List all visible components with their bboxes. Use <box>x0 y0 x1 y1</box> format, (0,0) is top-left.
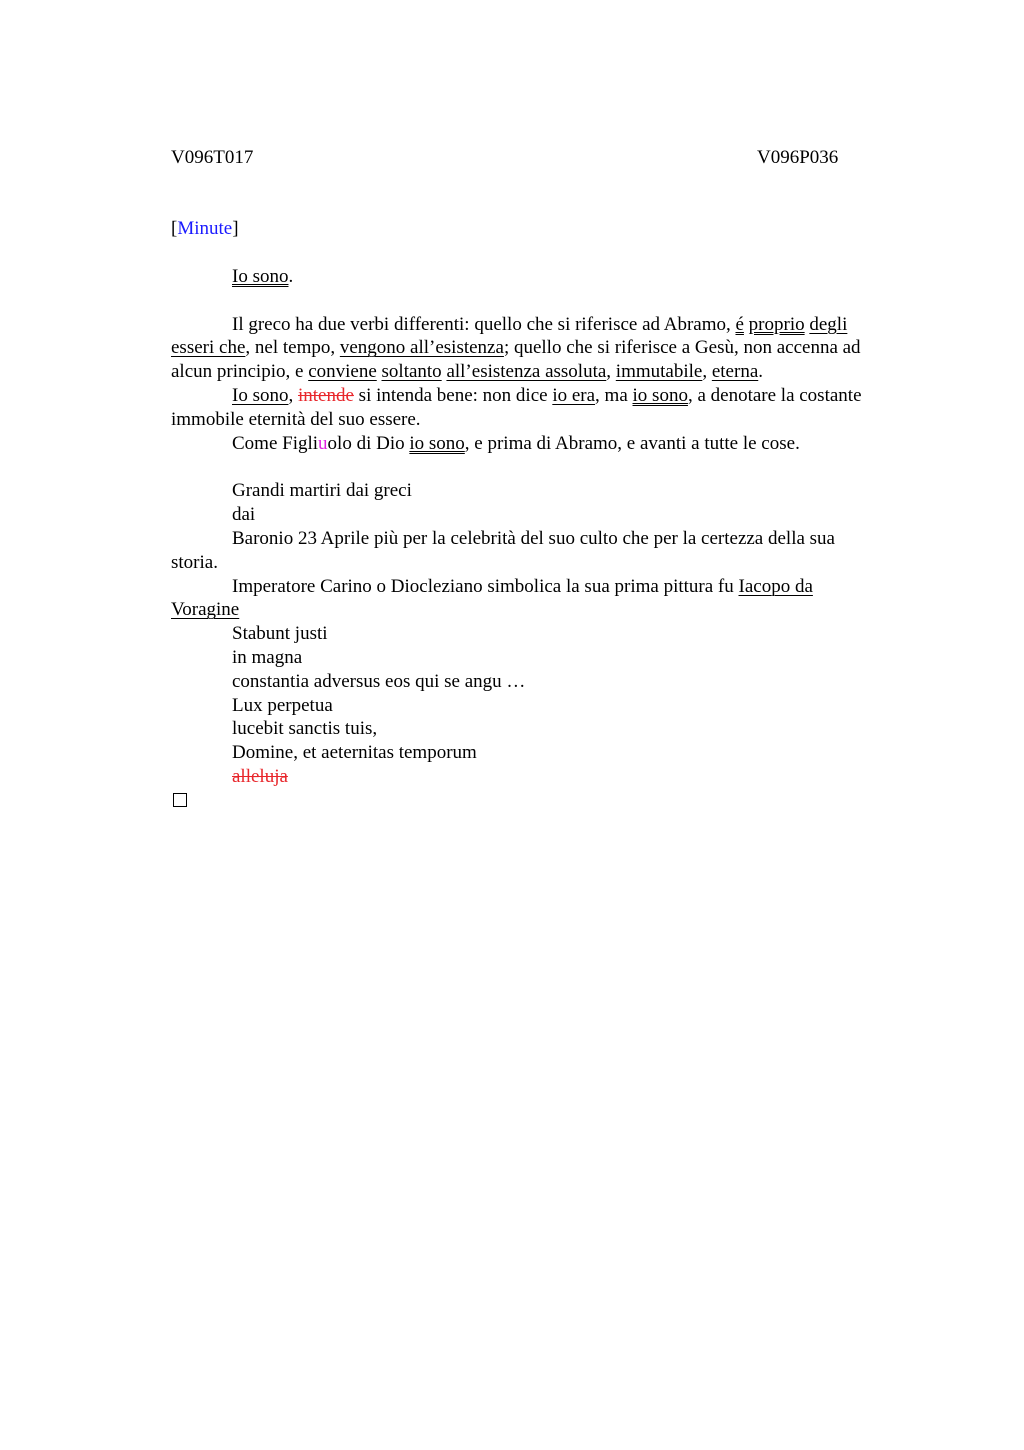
underlined-text: immutabile <box>615 361 703 383</box>
heading-title: Io sono <box>232 265 289 287</box>
underlined-text: é <box>735 313 744 335</box>
deleted-text: alleluja <box>232 765 288 787</box>
underlined-text: vengono all’esistenza <box>339 337 504 359</box>
underlined-text: eterna <box>711 361 759 383</box>
note-line <box>171 575 931 599</box>
text-span: si intenda bene: non dice <box>353 384 553 406</box>
underlined-text: io era <box>552 384 596 406</box>
text-span: , e prima di Abramo, e avanti a tutte le cose. <box>464 432 800 454</box>
verse-line: Lux perpetua <box>232 694 333 716</box>
text-span: alcun principio, e <box>171 361 309 383</box>
text-span: , <box>288 384 298 406</box>
underlined-text: Iacopo da <box>738 575 813 597</box>
document-body <box>171 217 931 813</box>
underlined-text: esseri che <box>171 337 246 359</box>
notes-block <box>171 479 931 812</box>
paragraph-2 <box>171 384 931 432</box>
text-span: immobile eternità del suo essere. <box>171 408 421 430</box>
underlined-text: all’esistenza assoluta <box>446 361 607 383</box>
verse-line: Domine, et aeternitas temporum <box>232 742 477 764</box>
text-span: , nel tempo, <box>245 337 340 359</box>
underlined-text: degli <box>809 313 848 335</box>
inserted-letter: u <box>318 432 328 454</box>
text-span: olo di Dio <box>327 432 410 454</box>
heading <box>171 265 931 289</box>
underlined-text: io sono <box>409 432 465 454</box>
section-label <box>171 217 931 241</box>
note-line: Baronio 23 Aprile più per la celebrità del suo culto che per la certezza della sua <box>232 527 835 549</box>
header-right-code: V096P036 <box>757 147 839 168</box>
header-left-code: V096T017 <box>171 147 254 168</box>
underlined-text: conviene <box>308 361 377 383</box>
text-span: Come Figli <box>232 432 319 454</box>
text-span: , <box>606 361 616 383</box>
note-line: dai <box>232 504 256 526</box>
note-line: Grandi martiri dai greci <box>232 480 412 502</box>
minute-label: Minute <box>177 218 233 239</box>
underlined-text: Io sono <box>232 384 289 406</box>
bracket-close: ] <box>232 218 239 239</box>
deleted-text: intende <box>297 384 354 406</box>
bracket-open: [ <box>171 218 178 239</box>
text-span: . <box>758 361 763 383</box>
underlined-text: proprio <box>748 313 805 335</box>
paragraph-3 <box>171 432 931 456</box>
underlined-text: soltanto <box>381 361 442 383</box>
note-line: storia. <box>171 551 218 573</box>
text-span: ; quello che si riferisce a Gesù, non accenna ad <box>503 337 861 359</box>
end-square-icon <box>173 793 187 807</box>
underlined-text: io sono <box>632 384 688 406</box>
verse-line: in magna <box>232 646 303 668</box>
text-span: , a denotare la costante <box>687 384 862 406</box>
heading-period: . <box>288 265 294 287</box>
paragraph-1 <box>171 313 931 384</box>
underlined-text: Voragine <box>171 599 240 621</box>
text-span: , ma <box>595 384 633 406</box>
text-span: , <box>702 361 712 383</box>
verse-line: Stabunt justi <box>232 623 328 645</box>
verse-line: constantia adversus eos qui se angu … <box>232 670 526 692</box>
text-span: Il greco ha due verbi differenti: quello che si riferisce ad Abramo, <box>232 313 736 335</box>
verse-line: lucebit sanctis tuis, <box>232 718 378 740</box>
text-span: Imperatore Carino o Diocleziano simbolica la sua prima pittura fu <box>232 575 739 597</box>
